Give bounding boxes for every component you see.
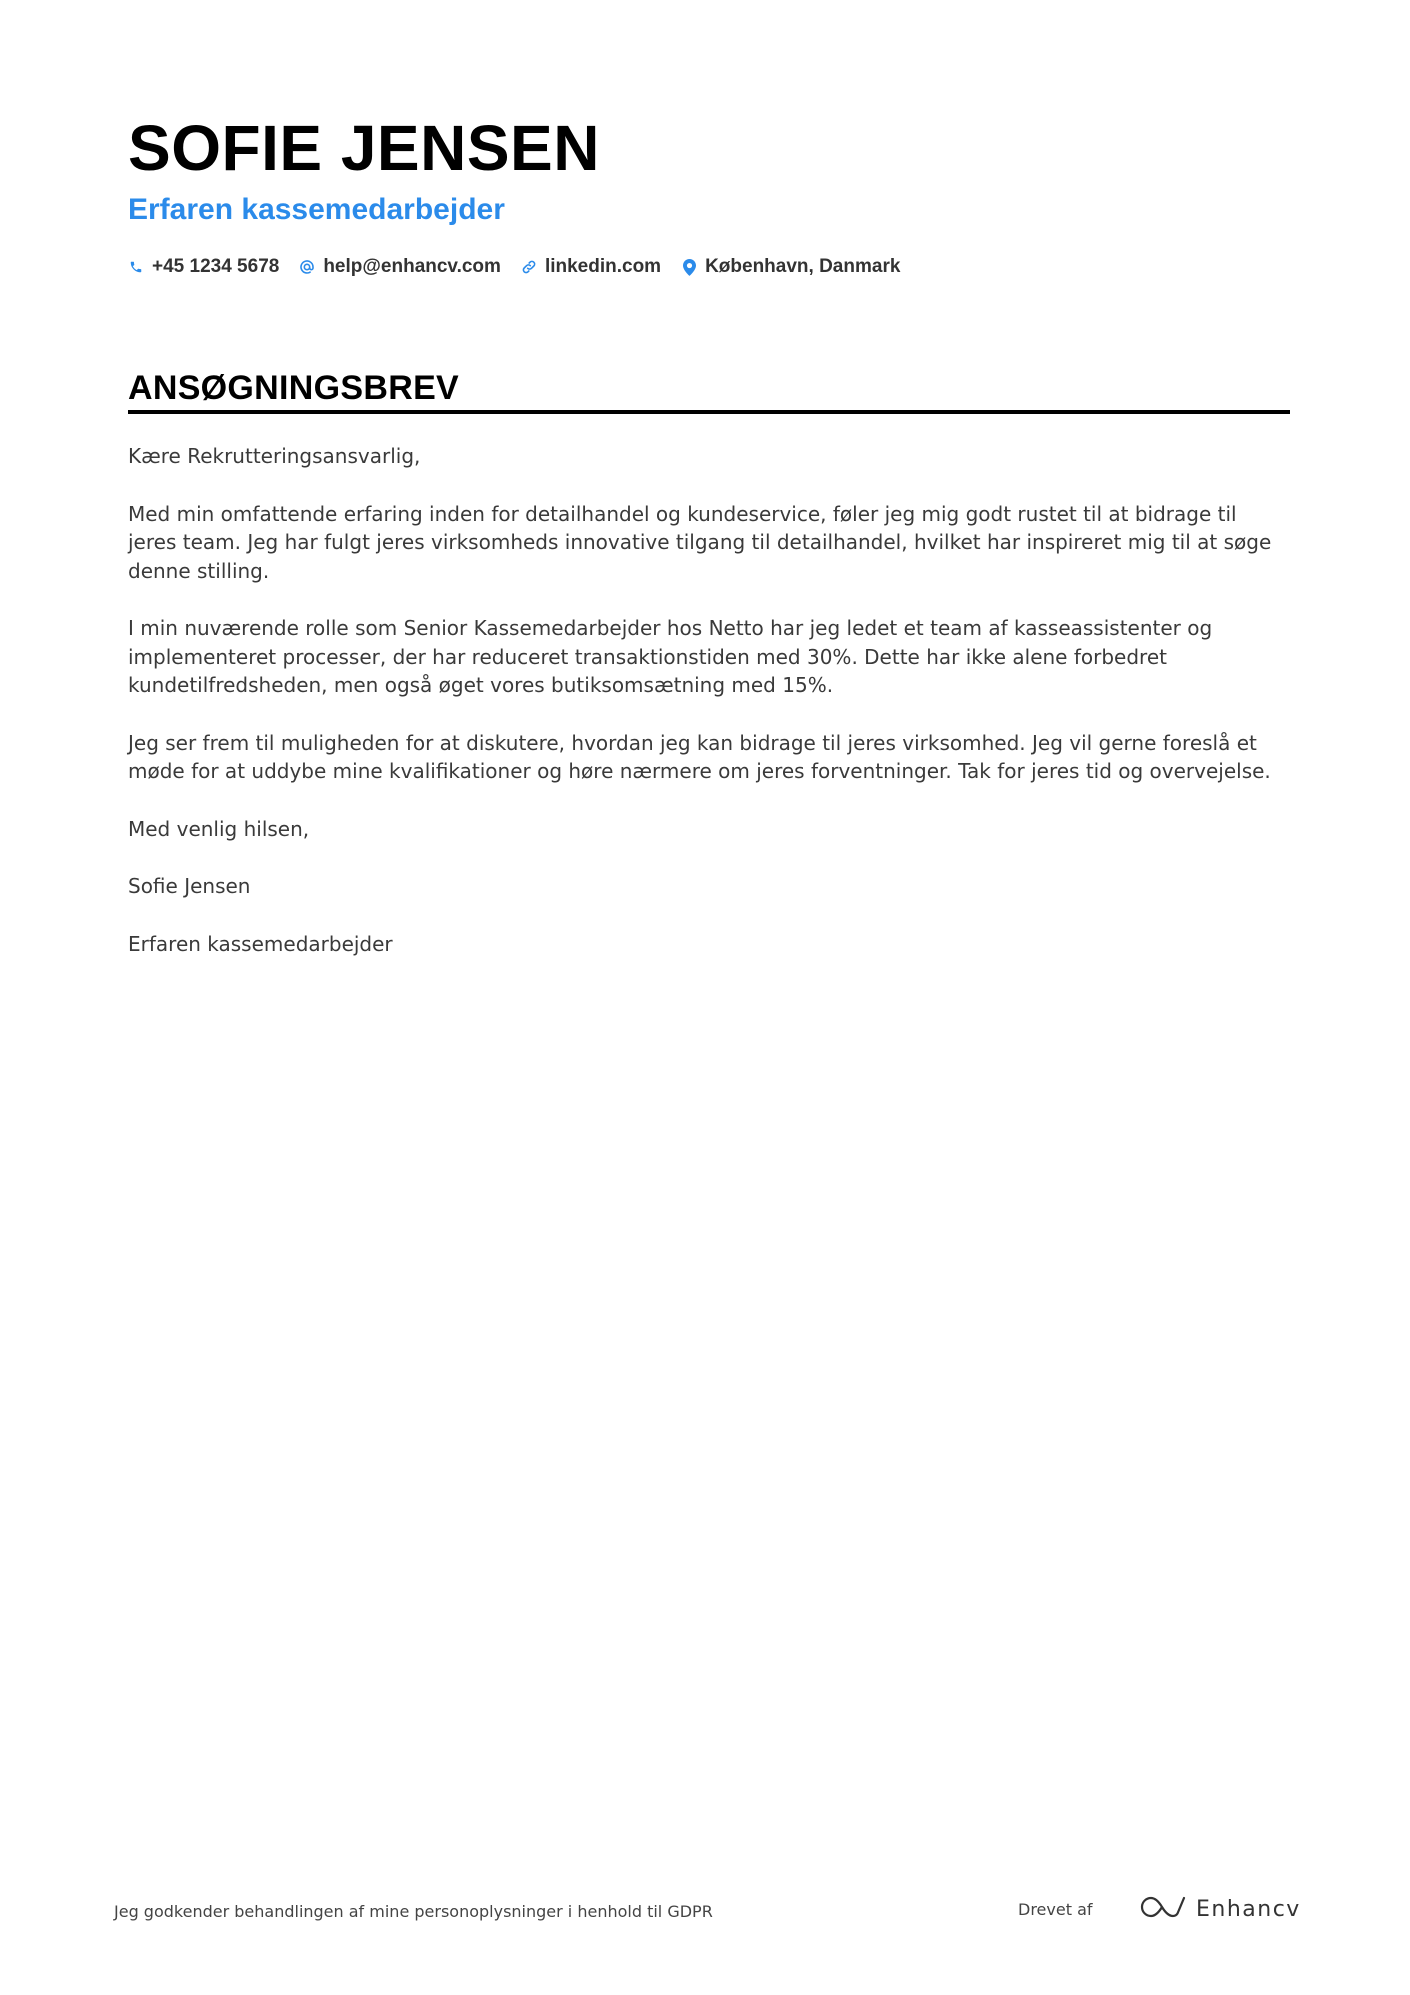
contact-email[interactable] (299, 253, 501, 281)
link-icon (521, 257, 537, 277)
location-pin-icon (681, 257, 697, 277)
letter-body (128, 442, 1290, 987)
section-heading: ANSØGNINGSBREV (128, 369, 460, 407)
at-icon (299, 257, 315, 277)
cover-letter-page (128, 0, 1290, 1995)
contact-phone-text: +45 1234 5678 (152, 256, 280, 277)
gdpr-consent-text: Jeg godkender behandlingen af mine personoplysninger i henhold til GDPR (114, 1902, 713, 1921)
contact-info-row (128, 253, 900, 281)
letter-closing: Med venlig hilsen, (128, 816, 310, 841)
applicant-job-title: Erfaren kassemedarbejder (128, 193, 505, 226)
contact-phone (128, 253, 279, 281)
contact-linkedin[interactable] (521, 253, 661, 281)
enhancv-logo[interactable] (1138, 1894, 1301, 1925)
letter-paragraph: Jeg ser frem til muligheden for at diskutere, hvordan jeg kan bidrage til jeres virksomhed. Jeg vil gerne foreslå et møde for at uddybe mine kvalifikationer og høre nærmere om jeres forventninger. Tak for jeres tid og overvejelse. (128, 730, 1271, 783)
letter-greeting: Kære Rekrutteringsansvarlig, (128, 444, 421, 468)
phone-icon (128, 257, 144, 277)
contact-location (681, 253, 900, 281)
enhancv-brand-name: Enhancv (1196, 1897, 1301, 1922)
contact-email-text[interactable]: help@enhancv.com (323, 256, 501, 277)
letter-paragraph: I min nuværende rolle som Senior Kassemedarbejder hos Netto har jeg ledet et team af kasseassistenter og implementeret processer, der har reduceret transaktionstiden med 30%. Dette har ikke alene forbedret kundetilfredsheden, men også øget vores butiksomsætning med 15%. (128, 616, 1213, 697)
letter-paragraph: Med min omfattende erfaring inden for detailhandel og kundeservice, føler jeg mig godt rustet til at bidrage til jeres team. Jeg har fulgt jeres virksomheds innovative tilgang til detailhandel, hvilket har inspireret mig til at søge denne stilling. (128, 501, 1272, 583)
page-footer (114, 1892, 1301, 1932)
contact-location-text: København, Danmark (705, 256, 901, 277)
signature-title: Erfaren kassemedarbejder (128, 931, 393, 956)
enhancv-infinity-icon (1138, 1894, 1186, 1925)
contact-linkedin-text[interactable]: linkedin.com (544, 256, 662, 277)
applicant-name: SOFIE JENSEN (128, 112, 600, 184)
section-divider (128, 410, 1290, 414)
powered-by-label: Drevet af (1018, 1900, 1093, 1919)
signature-name: Sofie Jensen (128, 874, 251, 898)
